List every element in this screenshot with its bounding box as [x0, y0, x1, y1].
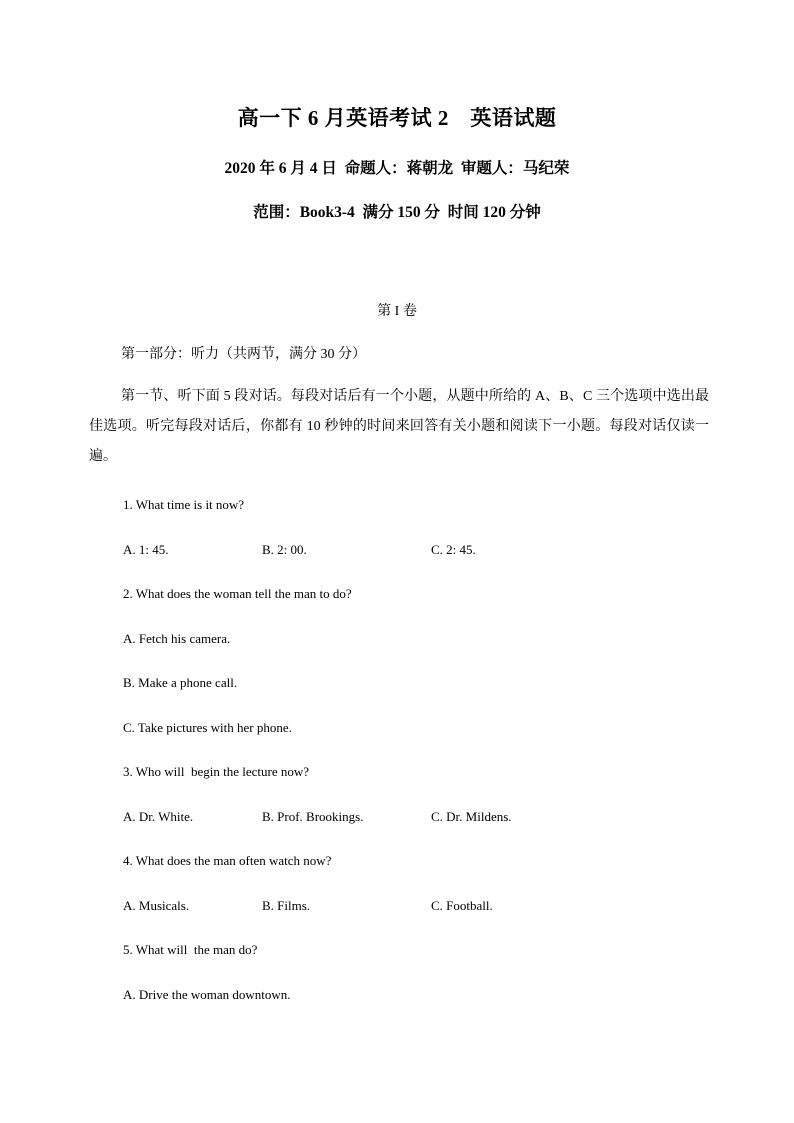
question-2-stem: 2. What does the woman tell the man to do?: [123, 586, 352, 601]
question-1-option-a: A. 1: 45.: [123, 542, 169, 557]
question-5-option-a: A. Drive the woman downtown.: [123, 987, 291, 1002]
date-author-line: 2020 年 6 月 4 日 命题人：蒋朝龙 审题人：马纪荣: [224, 160, 570, 177]
question-4-option-a: A. Musicals.: [123, 898, 190, 913]
question-5-stem: 5. What will the man do?: [123, 942, 258, 957]
question-3-option-c: C. Dr. Mildens.: [431, 809, 512, 824]
question-2-option-a: A. Fetch his camera.: [123, 631, 231, 646]
question-3-option-b: B. Prof. Brookings.: [262, 809, 364, 824]
question-4-option-c: C. Football.: [431, 898, 493, 913]
scope-score-time-line: 范围：Book3-4 满分 150 分 时间 120 分钟: [253, 204, 541, 221]
question-1-stem: 1. What time is it now?: [123, 497, 245, 512]
question-3-option-a: A. Dr. White.: [123, 809, 194, 824]
question-4-stem: 4. What does the man often watch now?: [123, 853, 332, 868]
volume-heading: 第 I 卷: [377, 304, 417, 319]
question-2-option-c: C. Take pictures with her phone.: [123, 720, 292, 735]
part-one-heading: 第一部分：听力（共两节，满分 30 分）: [121, 347, 366, 362]
question-2-option-b: B. Make a phone call.: [123, 675, 238, 690]
exam-title: 高一下 6 月英语考试 2 英语试题: [237, 106, 557, 130]
question-3-stem: 3. Who will begin the lecture now?: [123, 764, 310, 779]
question-4-option-b: B. Films.: [262, 898, 311, 913]
section-one-instructions: 第一节、听下面 5 段对话。每段对话后有一个小题，从题中所给的 A、B、C 三个选项中选出最佳选项。听完每段对话后，你都有 10 秒钟的时间来回答有关小题和阅读下一小题。每段对话仅读一遍。: [89, 389, 709, 464]
question-1-option-b: B. 2: 00.: [262, 542, 307, 557]
question-1-option-c: C. 2: 45.: [431, 542, 476, 557]
